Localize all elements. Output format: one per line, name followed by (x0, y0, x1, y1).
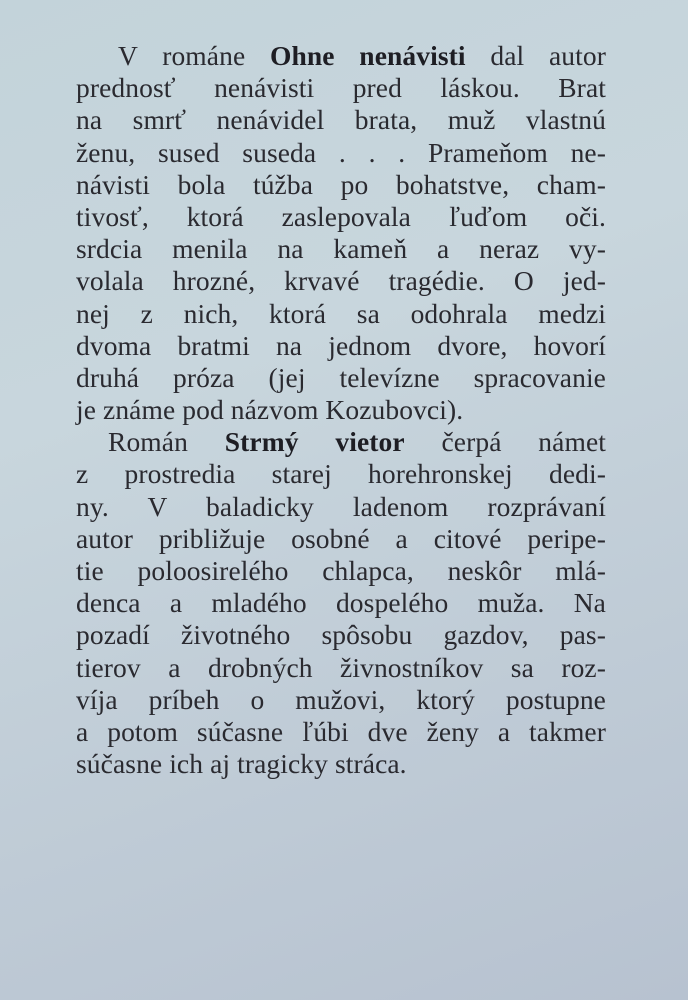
text-line: pozadí životného spôsobu gazdov, pas- (76, 619, 606, 651)
book-title-strmy-vietor: Strmý vietor (224, 426, 405, 458)
text-line: tierov a drobných živnostníkov sa roz- (76, 651, 606, 683)
text-line: z prostredia starej horehronskej dedi- (76, 458, 606, 490)
book-title-ohne-nenavisti: Ohne nenávisti (269, 40, 466, 71)
text-line: denca a mladého dospelého muža. Na (76, 587, 606, 619)
paragraph-strmy-vietor (76, 426, 606, 780)
text-line: je známe pod názvom Kozubovci). (76, 394, 464, 426)
text-line: prednosť nenávisti pred láskou. Brat (76, 72, 606, 104)
text-line: tivosť, ktorá zaslepovala ľuďom oči. (76, 200, 606, 232)
text-span: Román (108, 426, 225, 458)
text-line: srdcia menila na kameň a neraz vy- (76, 233, 606, 265)
text-line: víja príbeh o mužovi, ktorý postupne (76, 683, 606, 715)
text-line: ny. V baladicky ladenom rozprávaní (76, 490, 606, 522)
text-line: návisti bola túžba po bohatstve, cham- (76, 168, 606, 200)
text-span: čerpá námet (404, 426, 607, 458)
paragraph-ohne-nenavisti (76, 40, 606, 426)
text-span: dal autor (465, 40, 606, 71)
text-line: na smrť nenávidel brata, muž vlastnú (76, 104, 606, 136)
text-line: volala hrozné, krvavé tragédie. O jed- (76, 265, 606, 297)
text-line (76, 426, 606, 458)
text-line: druhá próza (jej televízne spracovanie (76, 361, 606, 393)
text-line: tie poloosirelého chlapca, neskôr mlá- (76, 555, 606, 586)
text-line: dvoma bratmi na jednom dvore, hovorí (76, 329, 606, 361)
text-line: ženu, sused suseda . . . Prameňom ne- (76, 136, 606, 168)
text-line: súčasne ich aj tragicky stráca. (76, 748, 407, 780)
text-span: V románe (118, 40, 270, 71)
book-page-text (76, 40, 606, 780)
text-line: autor približuje osobné a citové peripe- (76, 522, 606, 554)
text-line (76, 40, 606, 72)
text-line: a potom súčasne ľúbi dve ženy a takmer (76, 715, 606, 747)
text-line: nej z nich, ktorá sa odohrala medzi (76, 297, 606, 329)
